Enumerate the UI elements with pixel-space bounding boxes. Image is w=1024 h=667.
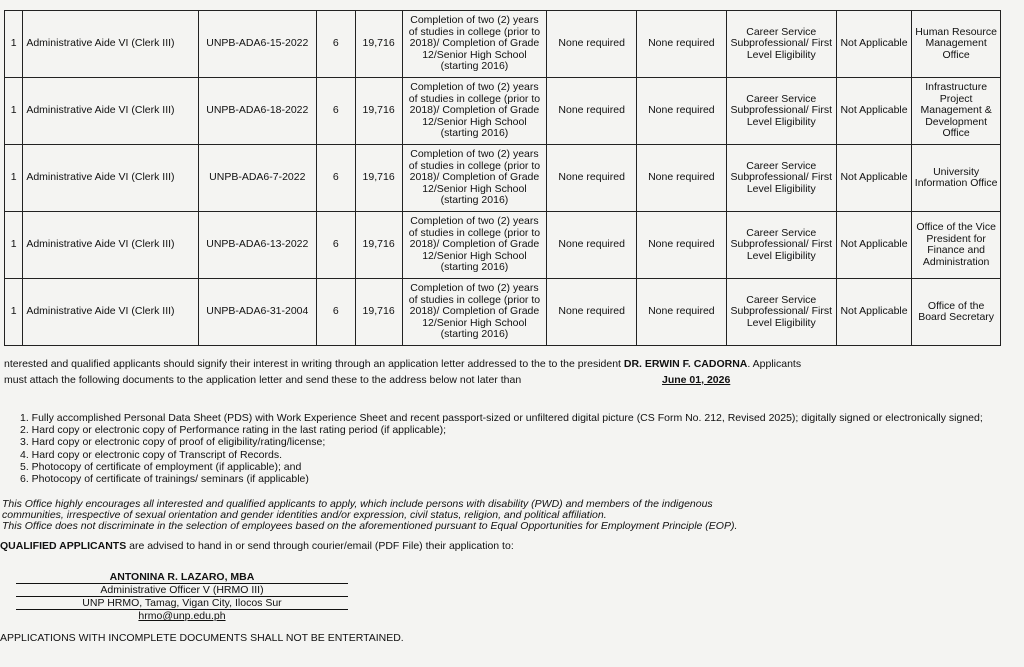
monthly-salary-cell: 19,716 xyxy=(355,212,402,279)
instruction-prefix: nterested and qualified applicants should signify their interest in writing through an application letter addressed to the to the president xyxy=(4,358,624,370)
contact-email-link[interactable]: hrmo@unp.edu.ph xyxy=(138,610,226,622)
training-cell: None required xyxy=(547,78,637,145)
education-cell: Completion of two (2) years of studies in college (prior to 2018)/ Completion of Grade 12/Senior High School (starting 2016) xyxy=(402,212,547,279)
policy-line: communities, irrespective of sexual orientation and gender identities and/or expression, civil status, religion, and political affiliation. xyxy=(2,509,607,521)
competency-cell: Not Applicable xyxy=(836,145,911,212)
item-number-cell: UNPB-ADA6-15-2022 xyxy=(198,11,316,78)
education-cell: Completion of two (2) years of studies in college (prior to 2018)/ Completion of Grade 12/Senior High School (starting 2016) xyxy=(402,11,547,78)
incomplete-warning: APPLICATIONS WITH INCOMPLETE DOCUMENTS SHALL NOT BE ENTERTAINED. xyxy=(0,632,404,644)
competency-cell: Not Applicable xyxy=(836,279,911,346)
competency-cell: Not Applicable xyxy=(836,78,911,145)
monthly-salary-cell: 19,716 xyxy=(355,145,402,212)
competency-cell: Not Applicable xyxy=(836,11,911,78)
position-title-cell: Administrative Aide VI (Clerk III) xyxy=(23,279,198,346)
experience-cell: None required xyxy=(637,78,727,145)
place-of-assignment-cell: Human Resource Management Office xyxy=(912,11,1001,78)
contact-name: ANTONINA R. LAZARO, MBA xyxy=(109,571,255,583)
instruction-line-2: must attach the following documents to the application letter and send these to the address below not later than xyxy=(4,374,522,386)
item-count-cell: 1 xyxy=(5,145,23,212)
eligibility-cell: Career Service Subprofessional/ First Level Eligibility xyxy=(726,78,836,145)
salary-grade-cell: 6 xyxy=(316,78,355,145)
submission-note xyxy=(0,540,514,552)
experience-cell: None required xyxy=(637,212,727,279)
contact-address: UNP HRMO, Tamag, Vigan City, Ilocos Sur xyxy=(16,596,348,609)
policy-line: This Office highly encourages all interested and qualified applicants to apply, which include persons with disability (PWD) and members of the indigenous xyxy=(2,498,713,510)
eligibility-cell: Career Service Subprofessional/ First Level Eligibility xyxy=(726,11,836,78)
contact-block xyxy=(16,571,348,622)
place-of-assignment-cell: University Information Office xyxy=(912,145,1001,212)
item-count-cell: 1 xyxy=(5,11,23,78)
education-cell: Completion of two (2) years of studies in college (prior to 2018)/ Completion of Grade 12/Senior High School (starting 2016) xyxy=(402,145,547,212)
president-name: DR. ERWIN F. CADORNA xyxy=(623,358,748,370)
instruction-suffix: . Applicants xyxy=(747,358,802,370)
requirement-item: 2. Hard copy or electronic copy of Performance rating in the last rating period (if applicable); xyxy=(20,424,447,437)
place-of-assignment-cell: Office of the Vice President for Finance and Administration xyxy=(912,212,1001,279)
policy-statement xyxy=(2,499,737,532)
training-cell: None required xyxy=(547,279,637,346)
policy-line: This Office does not discriminate in the selection of employees based on the aforementioned pursuant to Equal Opportunities for Employment Principle (EOP). xyxy=(2,520,738,532)
item-number-cell: UNPB-ADA6-31-2004 xyxy=(198,279,316,346)
salary-grade-cell: 6 xyxy=(316,279,355,346)
requirement-item: 6. Photocopy of certificate of trainings/ seminars (if applicable) xyxy=(20,473,309,486)
item-count-cell: 1 xyxy=(5,212,23,279)
salary-grade-cell: 6 xyxy=(316,212,355,279)
training-cell: None required xyxy=(547,11,637,78)
submission-rest: are advised to hand in or send through courier/email (PDF File) their application to: xyxy=(126,540,514,552)
position-title-cell: Administrative Aide VI (Clerk III) xyxy=(23,11,198,78)
contact-position: Administrative Officer V (HRMO III) xyxy=(16,583,348,596)
requirements-list xyxy=(20,412,983,485)
training-cell: None required xyxy=(547,145,637,212)
item-number-cell: UNPB-ADA6-18-2022 xyxy=(198,78,316,145)
monthly-salary-cell: 19,716 xyxy=(355,78,402,145)
eligibility-cell: Career Service Subprofessional/ First Level Eligibility xyxy=(726,145,836,212)
education-cell: Completion of two (2) years of studies in college (prior to 2018)/ Completion of Grade 12/Senior High School (starting 2016) xyxy=(402,78,547,145)
requirement-item: 4. Hard copy or electronic copy of Transcript of Records. xyxy=(20,448,283,461)
competency-cell: Not Applicable xyxy=(836,212,911,279)
experience-cell: None required xyxy=(637,11,727,78)
instruction-line-1 xyxy=(4,358,801,370)
place-of-assignment-cell: Infrastructure Project Management & Development Office xyxy=(912,78,1001,145)
experience-cell: None required xyxy=(637,145,727,212)
requirement-item: 5. Photocopy of certificate of employment (if applicable); and xyxy=(20,460,302,473)
position-title-cell: Administrative Aide VI (Clerk III) xyxy=(23,78,198,145)
requirement-item: 3. Hard copy or electronic copy of proof of eligibility/rating/license; xyxy=(20,436,326,449)
item-count-cell: 1 xyxy=(5,279,23,346)
deadline-date: June 01, 2026 xyxy=(662,374,731,386)
submission-bold: QUALIFIED APPLICANTS xyxy=(0,540,127,552)
salary-grade-cell: 6 xyxy=(316,11,355,78)
table-row xyxy=(5,212,1001,279)
positions-table-body xyxy=(5,11,1001,346)
requirement-item: 1. Fully accomplished Personal Data Sheet (PDS) with Work Experience Sheet and recent passport-sized or unfiltered digital picture (CS Form No. 212, Revised 2025); digitally signed or electronically signed; xyxy=(20,412,983,424)
eligibility-cell: Career Service Subprofessional/ First Level Eligibility xyxy=(726,279,836,346)
monthly-salary-cell: 19,716 xyxy=(355,11,402,78)
training-cell: None required xyxy=(547,212,637,279)
table-row xyxy=(5,279,1001,346)
positions-table xyxy=(4,10,1001,346)
table-row xyxy=(5,145,1001,212)
salary-grade-cell: 6 xyxy=(316,145,355,212)
position-title-cell: Administrative Aide VI (Clerk III) xyxy=(23,212,198,279)
table-row xyxy=(5,11,1001,78)
education-cell: Completion of two (2) years of studies in college (prior to 2018)/ Completion of Grade 12/Senior High School (starting 2016) xyxy=(402,279,547,346)
eligibility-cell: Career Service Subprofessional/ First Level Eligibility xyxy=(726,212,836,279)
place-of-assignment-cell: Office of the Board Secretary xyxy=(912,279,1001,346)
monthly-salary-cell: 19,716 xyxy=(355,279,402,346)
item-count-cell: 1 xyxy=(5,78,23,145)
item-number-cell: UNPB-ADA6-7-2022 xyxy=(198,145,316,212)
experience-cell: None required xyxy=(637,279,727,346)
item-number-cell: UNPB-ADA6-13-2022 xyxy=(198,212,316,279)
position-title-cell: Administrative Aide VI (Clerk III) xyxy=(23,145,198,212)
table-row xyxy=(5,78,1001,145)
